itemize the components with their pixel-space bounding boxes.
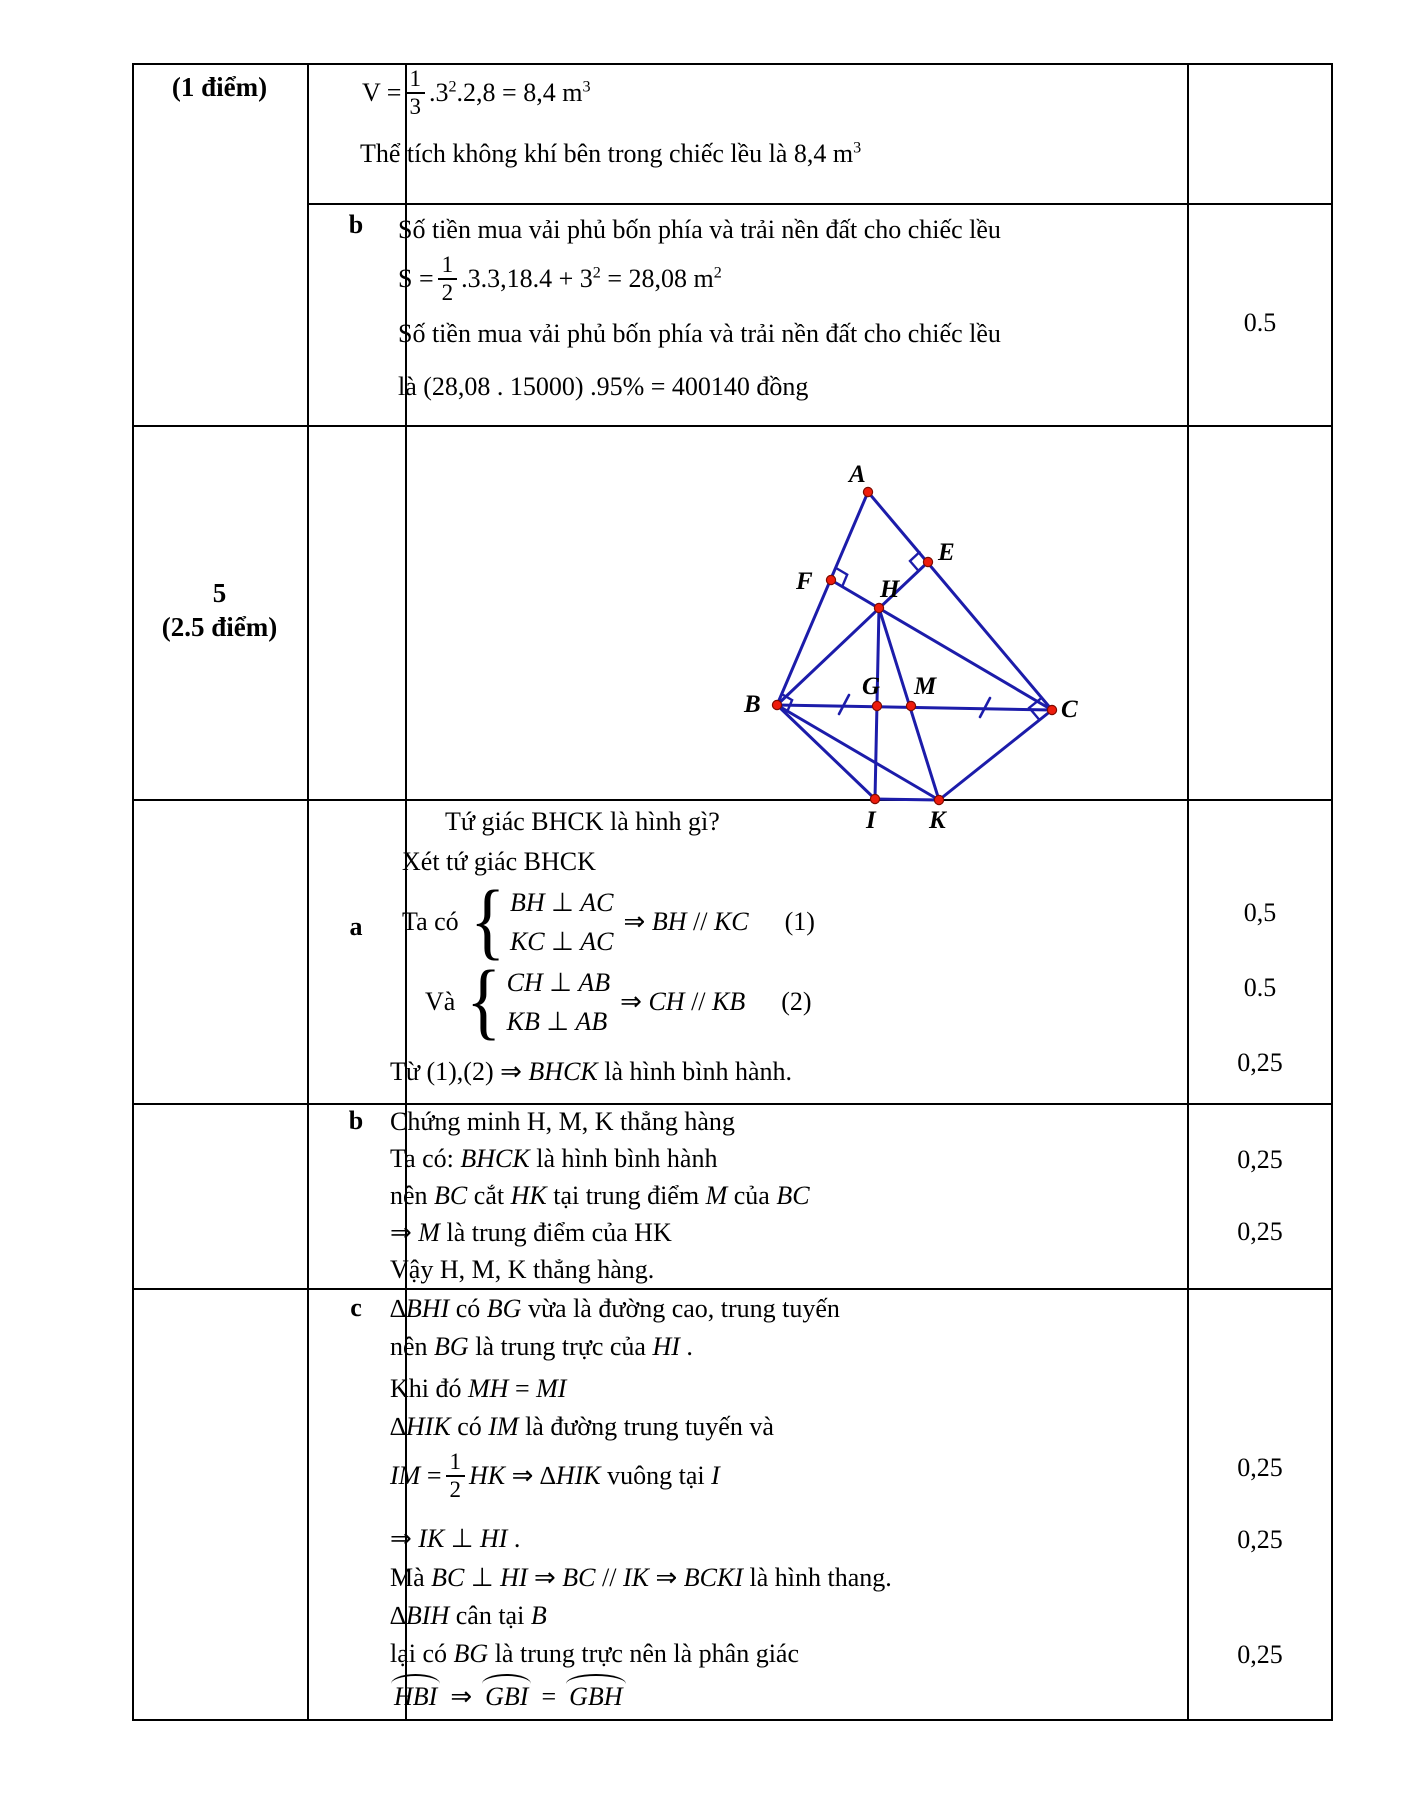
segment-CK (939, 710, 1052, 800)
formula-prefix: IM = (390, 1460, 442, 1490)
table-border-bottom (132, 1719, 1333, 1721)
fraction (405, 66, 425, 120)
point-G (872, 701, 881, 710)
fraction-numerator: 1 (405, 66, 425, 94)
condition-1: CH ⊥ AB (506, 968, 611, 997)
condition-2: KB ⊥ AB (506, 1006, 608, 1036)
label-A: A (849, 461, 866, 488)
part-c-line4: ∆HIK có IM là đường trung tuyến và (390, 1412, 774, 1441)
point-A (863, 487, 872, 496)
right-angle-mark-E (910, 552, 920, 571)
system-2-conditions (507, 968, 611, 1037)
system-1-tag: (1) (784, 907, 815, 937)
segment-IK (875, 799, 939, 800)
segment-BI (777, 705, 875, 799)
system-1: Ta có { BH ⊥ AC KC ⊥ AC ⇒ BH // KC (1) (402, 872, 815, 969)
figure-dots (772, 487, 1056, 804)
fraction (438, 252, 458, 306)
area-formula (398, 252, 722, 306)
row-divider-1 (307, 203, 1333, 205)
part-c-line1: ∆BHI có BG vừa là đường cao, trung tuyến (390, 1294, 840, 1323)
label-I: I (866, 807, 876, 834)
point-H (874, 603, 883, 612)
point-B (772, 700, 781, 709)
part-b-line4: ⇒ M là trung điểm của HK (390, 1218, 672, 1247)
formula-suffix: HK ⇒ ∆HIK vuông tại I (469, 1460, 720, 1490)
segment-AB (777, 492, 868, 705)
part-a-question: Tứ giác BHCK là hình gì? (445, 807, 720, 836)
volume-formula (362, 66, 591, 120)
table-border-left (132, 63, 134, 1721)
subpart-c-q5: c (350, 1293, 362, 1322)
money-statement-1: Số tiền mua vải phủ bốn phía và trải nền đất cho chiếc lều (398, 215, 1001, 244)
label-C: C (1061, 696, 1078, 723)
fraction (446, 1449, 466, 1503)
fraction-numerator: 1 (446, 1449, 466, 1477)
figure-labels (743, 461, 1078, 834)
table-border-top (132, 63, 1333, 65)
money-result: là (28,08 . 15000) .95% = 400140 đồng (398, 372, 809, 401)
part-b-line2: Ta có: BHCK là hình bình hành (390, 1144, 718, 1173)
volume-conclusion: Thể tích không khí bên trong chiếc lều là 8,4 $m^3$ (360, 139, 862, 168)
part-a-consider: Xét tứ giác BHCK (402, 847, 596, 876)
label-E: E (938, 539, 955, 566)
fraction-numerator: 1 (438, 252, 458, 280)
part-b-line3: nên BC cắt HK tại trung điểm M của BC (390, 1181, 810, 1210)
condition-1: BH ⊥ AC (509, 888, 614, 917)
points-c1: 0,25 (1237, 1453, 1283, 1482)
points-b2: 0,25 (1237, 1217, 1283, 1246)
points-c2: 0,25 (1237, 1525, 1283, 1554)
tick-mark-BM (839, 695, 849, 714)
point-F (826, 575, 835, 584)
point-C (1047, 705, 1056, 714)
system-1-result: ⇒ BH // KC (623, 907, 749, 937)
system-2-tag: (2) (781, 987, 812, 1017)
part-a-conclusion: Từ (1),(2) ⇒ BHCK là hình bình hành. (390, 1057, 793, 1086)
formula-prefix: S = (398, 263, 434, 293)
part-c-line7: Mà BC ⊥ HI ⇒ BC // IK ⇒ BCKI là hình thang. (390, 1563, 892, 1592)
geometry-figure (730, 450, 1100, 835)
label-B: B (744, 691, 761, 718)
row-divider-4 (132, 1103, 1333, 1105)
subpart-a-q5: a (349, 912, 363, 941)
label-M: M (914, 673, 937, 700)
points-b1: 0,25 (1237, 1145, 1283, 1174)
row-divider-2 (132, 425, 1333, 427)
part-b-line5: Vậy H, M, K thẳng hàng. (390, 1255, 655, 1284)
fraction-denominator: 3 (409, 93, 421, 119)
part-c-line8: ∆BIH cân tại B (390, 1601, 547, 1630)
figure-lines (777, 492, 1052, 800)
subpart-b-q4: b (348, 210, 364, 239)
angle-GBI: GBI (481, 1678, 532, 1714)
part-c-line3: Khi đó MH = MI (390, 1374, 567, 1403)
system-2-result: ⇒ CH // KB (620, 987, 746, 1017)
money-statement-2: Số tiền mua vải phủ bốn phía và trải nền đất cho chiếc lều (398, 319, 1001, 348)
system-2: Và { CH ⊥ AB KB ⊥ AB ⇒ CH // KB (2) (425, 952, 812, 1049)
system-1-label: Ta có (402, 907, 459, 937)
part-c-line9: lại có BG là trung trực nên là phân giác (390, 1639, 800, 1668)
points-a1: 0,5 (1243, 898, 1277, 927)
part-c-line2: nên BG là trung trực của HI . (390, 1332, 693, 1361)
condition-2: KC ⊥ AC (509, 926, 614, 956)
fraction-denominator: 2 (441, 279, 454, 305)
points-c3: 0,25 (1237, 1640, 1283, 1669)
col-divider-1 (307, 63, 309, 1721)
label-K: K (929, 807, 946, 834)
implies-symbol: ⇒ (450, 1682, 473, 1711)
part-c-line6: ⇒ IK ⊥ HI . (390, 1524, 521, 1553)
label-F: F (796, 568, 813, 595)
part-c-formula (390, 1449, 720, 1503)
system-2-label: Và (425, 987, 456, 1017)
subpart-b-q5: b (348, 1106, 364, 1135)
point-K (934, 795, 943, 804)
part-c-angle-line (390, 1678, 627, 1714)
question5-points-label: (2.5 điểm) (161, 612, 278, 642)
fraction-denominator: 2 (449, 1476, 461, 1502)
points-q4b: 0.5 (1243, 308, 1277, 337)
formula-suffix: $.3^2.2,8 = 8,4$ $m^3$ (428, 77, 591, 107)
point-M (906, 701, 915, 710)
point-I (870, 794, 879, 803)
angle-HBI: HBI (390, 1678, 441, 1714)
points-a3: 0,25 (1237, 1048, 1283, 1077)
formula-suffix: $.3.3,18.4 + 3^2 = 28,08$ $m^2$ (461, 263, 722, 293)
equals-symbol: = (541, 1682, 557, 1711)
question4-points-label: (1 điểm) (171, 72, 268, 102)
row-divider-5 (132, 1288, 1333, 1290)
point-E (923, 557, 932, 566)
points-a2: 0.5 (1243, 973, 1277, 1002)
question5-number: 5 (212, 578, 227, 608)
formula-prefix: V = (362, 77, 402, 107)
label-H: H (880, 576, 900, 603)
part-b-line1: Chứng minh H, M, K thẳng hàng (390, 1107, 735, 1136)
angle-GBH: GBH (565, 1678, 626, 1714)
system-1-conditions (510, 888, 614, 957)
label-G: G (862, 673, 881, 700)
